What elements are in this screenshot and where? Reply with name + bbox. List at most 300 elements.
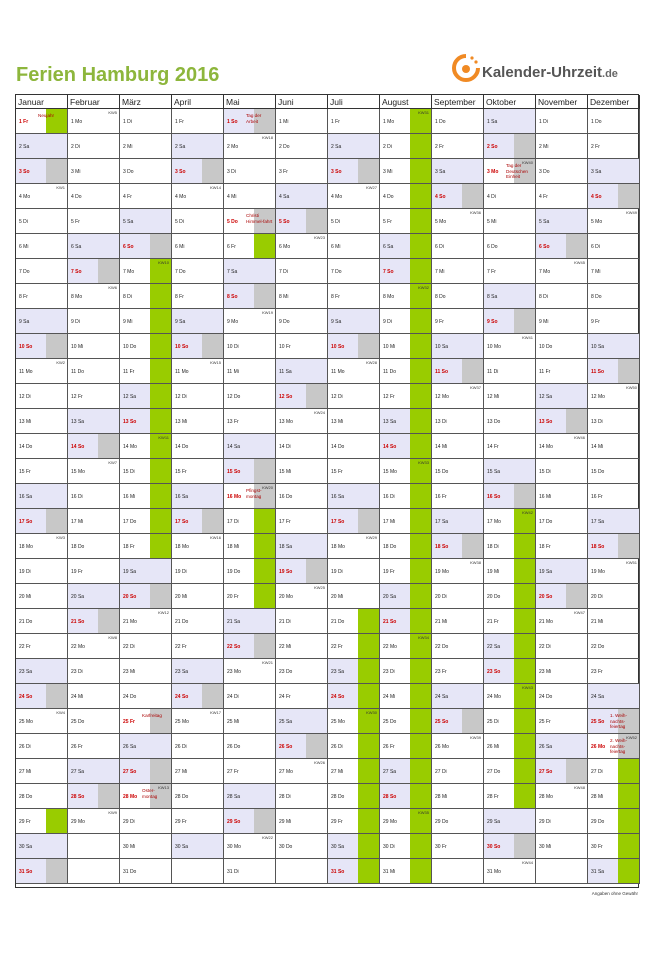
day-cell	[224, 209, 276, 234]
day-label: 22 Di	[123, 644, 135, 650]
vacation-marker	[618, 784, 639, 808]
day-cell	[588, 834, 640, 859]
day-cell	[16, 259, 68, 284]
day-cell	[588, 809, 640, 834]
day-cell	[16, 759, 68, 784]
day-label: 22 Di	[539, 644, 551, 650]
day-label: 20 Mi	[331, 594, 344, 600]
day-cell	[536, 809, 588, 834]
day-cell	[172, 759, 224, 784]
vacation-marker	[358, 759, 379, 783]
day-cell	[432, 184, 484, 209]
day-cell	[68, 209, 120, 234]
day-label: 10 Di	[227, 344, 239, 350]
day-cell	[484, 534, 536, 559]
day-cell	[588, 409, 640, 434]
day-label: 31 Mo	[487, 869, 501, 875]
day-cell	[16, 784, 68, 809]
day-label: 31 Do	[123, 869, 137, 875]
day-label: 17 Di	[227, 519, 239, 525]
day-label: 5 Fr	[71, 219, 80, 225]
day-cell	[68, 434, 120, 459]
day-cell	[68, 359, 120, 384]
day-cell	[172, 359, 224, 384]
day-label: 20 Do	[487, 594, 501, 600]
day-cell	[224, 734, 276, 759]
day-label: 31 Sa	[591, 869, 605, 875]
page-title: Ferien Hamburg 2016	[16, 64, 220, 86]
day-label: 13 So	[539, 419, 553, 425]
day-cell	[328, 409, 380, 434]
day-cell	[328, 184, 380, 209]
day-label: 15 Do	[435, 469, 449, 475]
day-label: 10 Mo	[487, 344, 501, 350]
day-cell	[536, 209, 588, 234]
month-header: Februar	[68, 95, 120, 109]
day-label: 24 So	[331, 694, 345, 700]
holiday-marker	[254, 809, 275, 833]
day-label: 22 Mo	[383, 644, 397, 650]
day-cell	[120, 359, 172, 384]
day-label: 22 Sa	[487, 644, 501, 650]
day-label: 29 Do	[591, 819, 605, 825]
day-cell	[172, 434, 224, 459]
day-cell	[588, 759, 640, 784]
day-cell	[276, 409, 328, 434]
day-cell	[484, 209, 536, 234]
month-header: März	[120, 95, 172, 109]
disclaimer: Angaben ohne Gewähr	[591, 891, 638, 896]
day-label: 15 Di	[539, 469, 551, 475]
week-number: KW50	[626, 385, 637, 390]
day-label: 31 Di	[227, 869, 239, 875]
month-header: April	[172, 95, 224, 109]
vacation-marker	[514, 709, 535, 733]
day-label: 10 So	[175, 344, 189, 350]
day-label: 12 Do	[227, 394, 241, 400]
day-cell	[120, 459, 172, 484]
day-label: 9 Do	[279, 319, 290, 325]
day-label: 23 Di	[383, 669, 395, 675]
day-cell	[588, 534, 640, 559]
vacation-marker	[358, 834, 379, 858]
day-cell	[68, 384, 120, 409]
day-label: 29 Fr	[19, 819, 31, 825]
day-cell	[120, 634, 172, 659]
week-number: KW26	[314, 760, 325, 765]
day-cell	[68, 584, 120, 609]
day-cell	[224, 834, 276, 859]
day-cell	[172, 134, 224, 159]
day-cell	[328, 634, 380, 659]
day-label: 24 Di	[227, 694, 239, 700]
day-label: 11 Do	[71, 369, 84, 375]
day-label: 22 Fr	[19, 644, 31, 650]
day-cell	[328, 434, 380, 459]
holiday-marker	[566, 759, 587, 783]
holiday-marker	[46, 859, 67, 883]
vacation-marker	[618, 809, 639, 833]
day-label: 9 Mi	[123, 319, 133, 325]
holiday-marker	[202, 334, 223, 358]
day-cell	[588, 509, 640, 534]
day-label: 26 Mo	[591, 744, 606, 750]
day-cell	[484, 234, 536, 259]
day-label: 5 Do	[227, 219, 238, 225]
day-label: 22 So	[227, 644, 241, 650]
week-number: KW19	[262, 310, 273, 315]
day-cell	[380, 859, 432, 884]
day-cell	[276, 584, 328, 609]
vacation-marker	[150, 534, 171, 558]
day-cell	[536, 759, 588, 784]
day-cell	[224, 334, 276, 359]
week-number: KW52	[626, 735, 637, 740]
day-cell	[380, 509, 432, 534]
day-cell	[224, 534, 276, 559]
day-cell	[172, 234, 224, 259]
day-label: 25 Sa	[279, 719, 293, 725]
day-cell	[536, 159, 588, 184]
month-header: September	[432, 95, 484, 109]
day-label: 16 Mi	[123, 494, 136, 500]
day-label: 10 So	[331, 344, 345, 350]
day-cell	[328, 134, 380, 159]
day-label: 15 Fr	[19, 469, 31, 475]
day-cell	[380, 459, 432, 484]
day-label: 21 Mi	[435, 619, 448, 625]
day-label: 5 Mo	[591, 219, 603, 225]
day-cell	[484, 634, 536, 659]
day-label: 30 Fr	[435, 844, 447, 850]
month-header: Juli	[328, 95, 380, 109]
day-label: 19 Fr	[71, 569, 83, 575]
day-label: 5 Mo	[435, 219, 447, 225]
day-cell	[484, 584, 536, 609]
day-label: 18 Di	[487, 544, 499, 550]
day-label: 27 So	[123, 769, 137, 775]
day-cell	[484, 109, 536, 134]
day-cell	[536, 484, 588, 509]
day-label: 5 Di	[175, 219, 184, 225]
day-cell	[536, 234, 588, 259]
day-cell	[68, 659, 120, 684]
day-label: 29 Sa	[487, 819, 501, 825]
day-label: 21 Sa	[227, 619, 241, 625]
day-label: 21 Do	[19, 619, 33, 625]
day-cell	[380, 384, 432, 409]
day-label: 20 So	[539, 594, 553, 600]
day-label: 19 Di	[331, 569, 343, 575]
day-label: 6 Mi	[331, 244, 341, 250]
week-number: KW2	[56, 360, 65, 365]
day-cell	[16, 459, 68, 484]
day-label: 26 Fr	[383, 744, 395, 750]
week-number: KW48	[574, 785, 585, 790]
vacation-marker	[514, 559, 535, 583]
day-label: 3 Mi	[383, 169, 393, 175]
day-label: 7 Do	[19, 269, 30, 275]
day-cell	[380, 109, 432, 134]
holiday-marker	[358, 159, 379, 183]
week-number: KW8	[108, 635, 117, 640]
vacation-marker	[410, 509, 431, 533]
day-label: 3 Mi	[71, 169, 81, 175]
week-number: KW7	[108, 460, 117, 465]
day-label: 22 Mi	[279, 644, 292, 650]
day-label: 28 Do	[331, 794, 345, 800]
day-label: 20 Mi	[19, 594, 32, 600]
day-label: 3 Do	[123, 169, 134, 175]
day-label: 21 Do	[331, 619, 345, 625]
day-label: 2 Mo	[227, 144, 239, 150]
day-label: 21 Di	[279, 619, 291, 625]
day-label: 19 So	[279, 569, 293, 575]
day-cell	[536, 609, 588, 634]
day-cell	[120, 234, 172, 259]
day-label: 3 Fr	[279, 169, 288, 175]
day-label: 8 Mo	[71, 294, 83, 300]
day-cell	[380, 609, 432, 634]
day-label: 26 Di	[19, 744, 31, 750]
day-cell	[432, 634, 484, 659]
vacation-marker	[514, 784, 535, 808]
day-label: 5 Di	[331, 219, 340, 225]
day-cell	[224, 234, 276, 259]
day-label: 19 Mo	[591, 569, 605, 575]
day-label: 24 So	[19, 694, 33, 700]
day-label: 15 Do	[591, 469, 605, 475]
day-label: 25 Mo	[175, 719, 189, 725]
day-label: 25 So	[435, 719, 449, 725]
day-cell	[484, 259, 536, 284]
day-label: 24 Fr	[279, 694, 291, 700]
day-label: 16 Do	[279, 494, 293, 500]
day-label: 13 Mo	[279, 419, 293, 425]
day-cell	[432, 659, 484, 684]
vacation-marker	[514, 734, 535, 758]
day-cell	[68, 184, 120, 209]
day-cell	[16, 109, 68, 134]
day-label: 7 So	[71, 269, 82, 275]
day-cell	[484, 309, 536, 334]
day-label: 8 Di	[539, 294, 548, 300]
day-cell	[328, 309, 380, 334]
day-cell	[172, 609, 224, 634]
day-label: 13 Di	[591, 419, 603, 425]
day-label: 15 Mi	[279, 469, 292, 475]
day-label: 22 Do	[591, 644, 605, 650]
day-cell	[536, 509, 588, 534]
day-cell	[380, 684, 432, 709]
day-label: 9 Di	[71, 319, 80, 325]
holiday-marker	[566, 584, 587, 608]
day-cell	[588, 459, 640, 484]
day-cell	[276, 784, 328, 809]
day-label: 6 Do	[487, 244, 498, 250]
day-label: 8 So	[227, 294, 238, 300]
week-number: KW4	[56, 710, 65, 715]
day-label: 21 Do	[175, 619, 189, 625]
day-cell	[380, 334, 432, 359]
day-cell	[380, 209, 432, 234]
day-label: 10 Mi	[383, 344, 396, 350]
vacation-marker	[254, 534, 275, 558]
day-cell	[224, 559, 276, 584]
day-label: 12 Di	[175, 394, 187, 400]
day-label: 7 Do	[331, 269, 342, 275]
day-cell	[588, 559, 640, 584]
day-cell	[120, 809, 172, 834]
day-cell	[432, 609, 484, 634]
day-label: 6 Di	[435, 244, 444, 250]
week-number: KW44	[522, 860, 533, 865]
day-label: 21 Mo	[123, 619, 137, 625]
day-label: 9 Sa	[331, 319, 342, 325]
day-cell	[536, 109, 588, 134]
day-cell	[588, 284, 640, 309]
day-cell	[172, 484, 224, 509]
day-cell	[536, 659, 588, 684]
vacation-marker	[410, 134, 431, 158]
day-cell	[536, 734, 588, 759]
day-label: 28 Mo	[123, 794, 138, 800]
day-cell	[120, 859, 172, 884]
day-label: 10 Do	[123, 344, 137, 350]
day-cell	[68, 509, 120, 534]
day-label: 6 Sa	[71, 244, 82, 250]
day-cell	[328, 459, 380, 484]
day-label: 29 Mo	[71, 819, 85, 825]
day-label: 12 Sa	[123, 394, 137, 400]
day-cell	[432, 684, 484, 709]
holiday-marker	[150, 584, 171, 608]
day-cell	[120, 334, 172, 359]
day-cell	[588, 334, 640, 359]
vacation-marker	[358, 684, 379, 708]
day-label: 10 Fr	[279, 344, 291, 350]
day-cell	[120, 184, 172, 209]
day-label: 29 Fr	[175, 819, 187, 825]
holiday-marker	[254, 459, 275, 483]
day-cell	[16, 284, 68, 309]
week-number: KW23	[314, 235, 325, 240]
day-label: 1 Mo	[71, 119, 83, 125]
day-cell	[224, 609, 276, 634]
day-label: 14 Do	[19, 444, 33, 450]
day-cell	[432, 284, 484, 309]
day-cell	[16, 409, 68, 434]
holiday-marker	[514, 134, 535, 158]
day-cell	[432, 109, 484, 134]
day-cell	[120, 609, 172, 634]
vacation-marker	[410, 309, 431, 333]
week-number: KW10	[158, 260, 169, 265]
day-label: 12 Di	[19, 394, 31, 400]
day-cell	[172, 559, 224, 584]
day-label: 26 So	[279, 744, 293, 750]
day-label: 18 Mo	[175, 544, 189, 550]
day-label: 1 So	[227, 119, 238, 125]
day-label: 8 Fr	[175, 294, 184, 300]
day-cell	[588, 259, 640, 284]
vacation-marker	[150, 509, 171, 533]
day-label: 11 Di	[487, 369, 499, 375]
day-cell	[224, 809, 276, 834]
day-cell	[16, 159, 68, 184]
week-number: KW17	[210, 710, 221, 715]
day-cell	[484, 659, 536, 684]
day-cell	[68, 334, 120, 359]
holiday-marker	[202, 159, 223, 183]
day-cell	[68, 559, 120, 584]
day-label: 3 Sa	[435, 169, 446, 175]
vacation-marker	[410, 534, 431, 558]
week-number: KW49	[626, 210, 637, 215]
day-cell	[380, 784, 432, 809]
day-label: 19 Mi	[487, 569, 500, 575]
holiday-marker	[306, 209, 327, 233]
day-label: 24 Do	[123, 694, 137, 700]
day-cell	[432, 809, 484, 834]
day-label: 7 Do	[175, 269, 186, 275]
day-label: 27 Do	[487, 769, 501, 775]
day-label: 22 Do	[435, 644, 449, 650]
day-cell	[120, 534, 172, 559]
week-number: KW15	[210, 360, 221, 365]
day-cell	[328, 484, 380, 509]
day-cell	[68, 109, 120, 134]
day-label: 26 Fr	[71, 744, 83, 750]
week-number: KW42	[522, 510, 533, 515]
day-cell	[380, 309, 432, 334]
day-label: 6 Fr	[227, 244, 236, 250]
holiday-marker	[566, 234, 587, 258]
day-label: 14 Sa	[227, 444, 241, 450]
day-label: 23 Fr	[591, 669, 603, 675]
day-label: 26 Sa	[539, 744, 553, 750]
day-label: 19 Di	[175, 569, 187, 575]
day-label: 27 Mi	[331, 769, 344, 775]
day-cell	[536, 859, 588, 884]
day-label: 20 So	[123, 594, 137, 600]
day-label: 14 Do	[331, 444, 345, 450]
day-cell	[276, 134, 328, 159]
day-label: 1 Sa	[487, 119, 498, 125]
day-label: 6 Di	[591, 244, 600, 250]
week-number: KW16	[210, 535, 221, 540]
day-cell	[484, 834, 536, 859]
holiday-marker	[46, 509, 67, 533]
day-label: 8 Fr	[331, 294, 340, 300]
day-label: 17 Do	[539, 519, 553, 525]
day-label: 29 Di	[539, 819, 551, 825]
day-label: 27 Sa	[383, 769, 397, 775]
vacation-marker	[410, 234, 431, 258]
day-cell	[536, 134, 588, 159]
day-label: 25 So	[591, 719, 605, 725]
holiday-marker	[462, 184, 483, 208]
day-label: 30 So	[487, 844, 501, 850]
day-cell	[328, 284, 380, 309]
day-label: 11 Sa	[279, 369, 292, 375]
day-cell	[484, 809, 536, 834]
day-label: 15 Mo	[383, 469, 397, 475]
day-cell	[68, 159, 120, 184]
day-cell	[16, 609, 68, 634]
week-number: KW31	[418, 110, 429, 115]
day-cell	[380, 809, 432, 834]
